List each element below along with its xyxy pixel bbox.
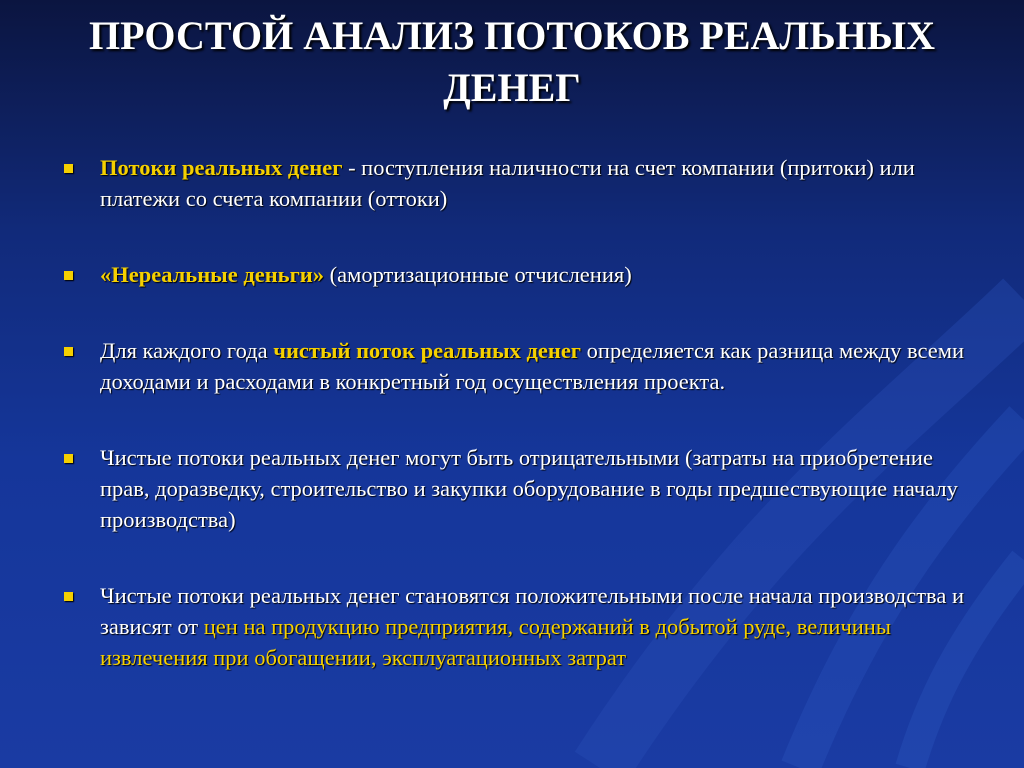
bullet-text: Чистые потоки реальных денег могут быть отрицательными (затраты на приобретение прав, доразведку, строительство и закупки оборудование в годы предшествующие началу производства)	[100, 445, 958, 532]
bullet-highlight: чистый поток реальных денег	[273, 338, 582, 363]
bullet-text: Чистые потоки реальных денег становятся положительными после начала производства и зависят от	[100, 583, 965, 639]
square-bullet-icon	[64, 164, 73, 173]
slide-title-line1: ПРОСТОЙ АНАЛИЗ ПОТОКОВ РЕАЛЬНЫХ	[89, 13, 935, 58]
bullet-item	[64, 259, 974, 290]
bullet-list	[64, 152, 974, 673]
bullet-item	[64, 335, 974, 397]
bullet-highlight: Потоки реальных денег	[100, 155, 343, 180]
square-bullet-icon	[64, 454, 73, 463]
bullet-text: (амортизационные отчисления)	[324, 262, 632, 287]
square-bullet-icon	[64, 271, 73, 280]
square-bullet-icon	[64, 347, 73, 356]
bullet-highlight: цен на продукцию предприятия, содержаний в добытой руде, величины извлечения при обогащении, эксплуатационных затрат	[100, 614, 891, 670]
bullet-text: - поступления наличности на счет компании (притоки) или платежи со счета компании (оттоки)	[100, 155, 915, 211]
square-bullet-icon	[64, 592, 73, 601]
bullet-text: Для каждого года	[100, 338, 274, 363]
bullet-item	[64, 580, 974, 673]
bullet-item	[64, 442, 974, 535]
bullet-highlight: «Нереальные деньги»	[100, 262, 325, 287]
bullet-text: определяется как разница между всеми доходами и расходами в конкретный год осуществления проекта.	[100, 338, 965, 394]
slide-title-line2: ДЕНЕГ	[443, 65, 581, 110]
bullet-item	[64, 152, 974, 214]
slide-title	[40, 10, 984, 114]
